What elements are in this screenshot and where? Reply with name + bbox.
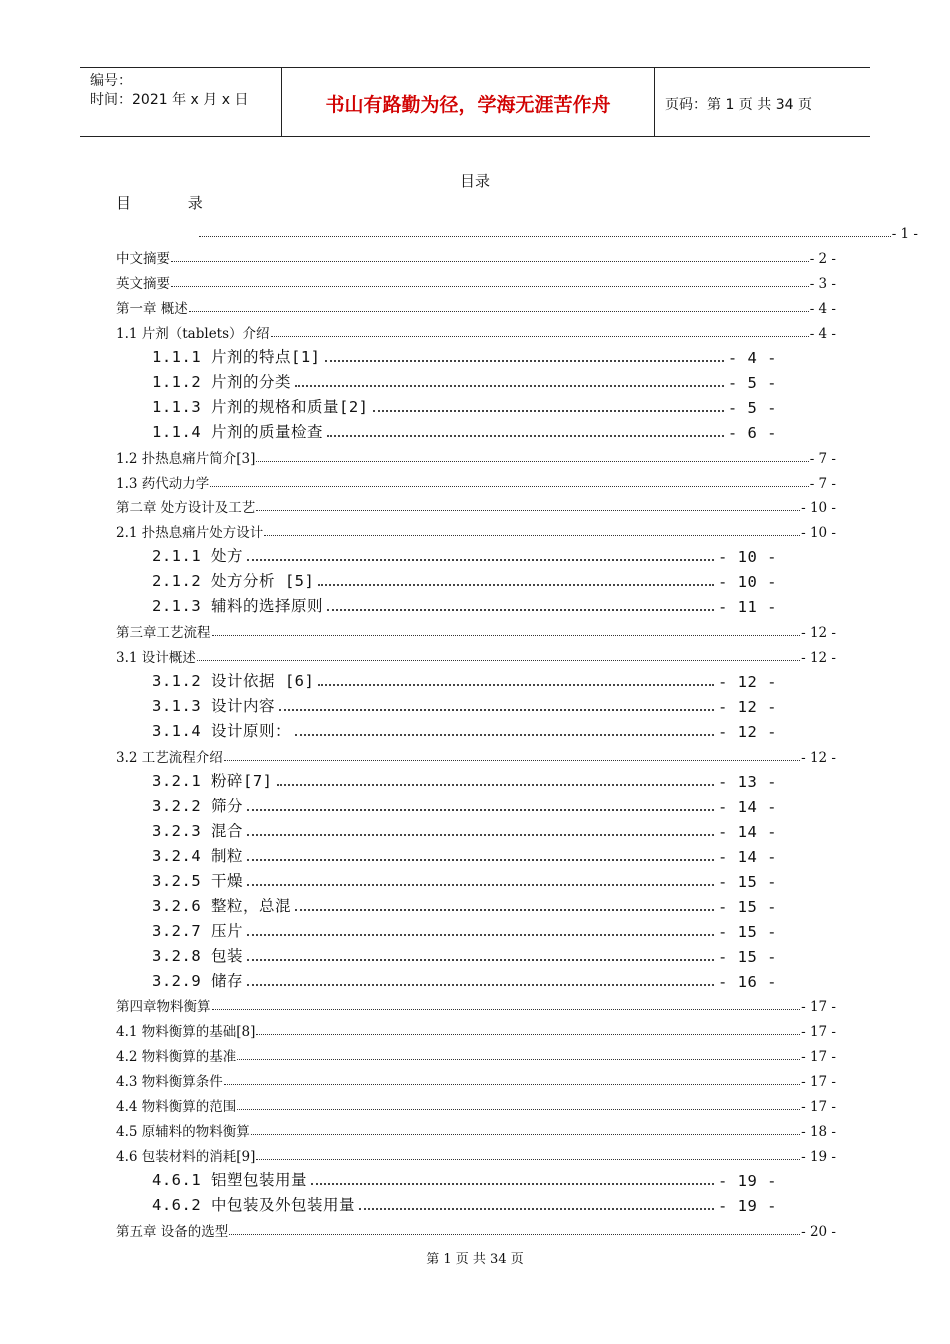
toc-entry-label: 1.1.2 片剂的分类 xyxy=(152,372,291,391)
toc-entry[interactable] xyxy=(152,817,777,841)
toc-entry-label: 4.6.2 中包装及外包装用量 xyxy=(152,1196,355,1215)
toc-entry-page: - 15 - xyxy=(718,872,777,891)
toc-leader-dots xyxy=(311,1183,714,1185)
toc-entry[interactable] xyxy=(116,1116,836,1140)
document-title: 目录 xyxy=(459,172,490,190)
toc-entry-page: - 3 - xyxy=(809,275,836,292)
toc-entry-label: 第五章 设备的选型 xyxy=(116,1224,229,1240)
toc-entry-page: - 2 - xyxy=(809,250,836,267)
toc-entry[interactable] xyxy=(152,917,777,941)
toc-leader-dots xyxy=(224,1084,800,1085)
toc-entry-label: 2.1 扑热息痛片处方设计 xyxy=(116,525,264,542)
toc-leader-dots xyxy=(210,486,808,487)
toc-leader-dots xyxy=(295,909,714,911)
toc-entry-label: 3.1 设计概述 xyxy=(116,650,196,667)
toc-entry[interactable] xyxy=(116,243,836,267)
toc-entry-label: 第三章工艺流程 xyxy=(116,625,211,642)
toc-entry[interactable] xyxy=(116,218,918,242)
toc-leader-dots xyxy=(327,435,724,437)
toc-leader-dots xyxy=(199,236,891,237)
toc-entry-label: 4.4 物料衡算的范围 xyxy=(116,1099,237,1116)
toc-entry-label: 4.3 物料衡算条件 xyxy=(116,1074,223,1091)
toc-entry-page: - 15 - xyxy=(718,897,777,916)
toc-entry-page: - 17 - xyxy=(801,1024,836,1041)
toc-entry-label: 4.5 原辅料的物料衡算 xyxy=(116,1124,250,1141)
toc-entry-page: - 17 - xyxy=(801,999,836,1016)
toc-entry-page: - 10 - xyxy=(718,573,777,592)
toc-entry-page: - 4 - xyxy=(809,325,836,342)
toc-entry[interactable] xyxy=(116,517,836,541)
toc-entry-label: 3.2.7 压片 xyxy=(152,921,243,940)
toc-entry-label: 3.2.2 筛分 xyxy=(152,796,243,815)
toc-entry-label: 2.1.2 处方分析 [5] xyxy=(152,572,315,591)
toc-entry-page: - 19 - xyxy=(801,1149,836,1166)
toc-entry-label: 第四章物料衡算 xyxy=(116,999,211,1016)
toc-entry-label: 3.2.3 混合 xyxy=(152,821,243,840)
toc-entry[interactable] xyxy=(116,642,836,666)
toc-leader-dots xyxy=(189,311,809,312)
toc-entry-label: 3.2.4 制粒 xyxy=(152,846,243,865)
toc-entry-label: 4.2 物料衡算的基准 xyxy=(116,1049,237,1066)
toc-entry-page: - 12 - xyxy=(718,723,777,741)
toc-entry-page: - 11 - xyxy=(718,598,777,617)
toc-leader-dots xyxy=(264,535,800,536)
time-label: 时间：2021 年 x 月 x 日 xyxy=(90,92,249,108)
toc-leader-dots xyxy=(318,684,714,686)
toc-entry[interactable] xyxy=(116,1141,836,1165)
toc-entry-page: - 15 - xyxy=(718,947,777,966)
toc-entry[interactable] xyxy=(116,742,836,766)
toc-entry-label: 3.1.3 设计内容 xyxy=(152,697,275,716)
toc-leader-dots xyxy=(212,635,801,636)
toc-entry-label: 第二章 处方设计及工艺 xyxy=(116,500,256,517)
toc-entry-label: 1.1.1 片剂的特点[1] xyxy=(152,347,321,366)
toc-entry-label: 1.2 扑热息痛片简介[3] xyxy=(116,450,256,467)
toc-entry-page: - 12 - xyxy=(801,625,836,642)
toc-entry-page: - 14 - xyxy=(718,847,777,866)
toc-leader-dots xyxy=(247,834,714,836)
toc-entry[interactable] xyxy=(116,293,836,317)
toc-leader-dots xyxy=(247,984,714,986)
toc-entry-page: - 7 - xyxy=(809,475,836,492)
toc-entry[interactable] xyxy=(116,268,836,292)
header-motto: 书山有路勤为径，学海无涯苦作舟 xyxy=(325,94,611,116)
toc-entry-page: - 12 - xyxy=(801,650,836,667)
toc-leader-dots xyxy=(212,1009,801,1010)
toc-entry-page: - 12 - xyxy=(718,698,777,717)
toc-entry-page: - 15 - xyxy=(718,922,777,941)
toc-entry[interactable] xyxy=(152,667,777,691)
toc-entry-label: 1.3 药代动力学 xyxy=(116,475,210,492)
toc-leader-dots xyxy=(237,1109,800,1110)
toc-leader-dots xyxy=(247,884,714,886)
toc-entry-label: 3.2.6 整粒，总混 xyxy=(152,896,291,915)
toc-entry-page: - 16 - xyxy=(718,972,777,991)
toc-leader-dots xyxy=(256,1034,800,1035)
toc-entry-page: - 7 - xyxy=(809,450,836,467)
toc-entry-label: 3.1.2 设计依据 [6] xyxy=(152,672,315,691)
toc-entry-page: - 4 - xyxy=(809,300,836,317)
toc-entry-label: 英文摘要 xyxy=(116,275,170,292)
toc-entry-page: - 10 - xyxy=(718,548,777,567)
toc-entry-label: 1.1 片剂（tablets）介绍 xyxy=(116,325,270,342)
toc-entry[interactable] xyxy=(116,468,836,492)
page-header xyxy=(80,67,870,137)
toc-entry-page: - 12 - xyxy=(718,673,777,692)
toc-entry-page: - 1 - xyxy=(891,226,918,242)
toc-entry-page: - 14 - xyxy=(718,797,777,816)
toc-entry[interactable] xyxy=(116,1041,836,1065)
toc-leader-dots xyxy=(171,286,809,287)
toc-leader-dots xyxy=(325,360,724,362)
toc-leader-dots xyxy=(247,934,714,936)
toc-entry-label: 4.6 包装材料的消耗[9] xyxy=(116,1149,256,1166)
toc-entry[interactable] xyxy=(152,418,777,442)
toc-entry-page: - 19 - xyxy=(718,1197,777,1216)
toc-leader-dots xyxy=(327,609,714,611)
toc-entry[interactable] xyxy=(152,792,777,816)
toc-entry[interactable] xyxy=(152,368,777,392)
toc-entry-page: - 14 - xyxy=(718,822,777,841)
toc-leader-dots xyxy=(295,734,714,736)
toc-entry[interactable] xyxy=(116,617,836,641)
toc-entry[interactable] xyxy=(152,942,777,966)
toc-entry-page: - 10 - xyxy=(801,525,836,542)
header-left-cell xyxy=(90,72,248,110)
toc-leader-dots xyxy=(229,1234,800,1235)
toc-leader-dots xyxy=(224,760,800,761)
toc-entry-page: - 17 - xyxy=(801,1074,836,1091)
toc-entry-label: 2.1.1 处方 xyxy=(152,547,243,566)
toc-entry-label: 4.1 物料衡算的基础[8] xyxy=(116,1024,256,1041)
toc-entry[interactable] xyxy=(152,692,777,716)
toc-leader-dots xyxy=(318,584,714,586)
toc-entry[interactable] xyxy=(116,1216,836,1240)
toc-entry[interactable] xyxy=(152,542,777,566)
toc-entry-page: - 5 - xyxy=(727,398,777,417)
toc-entry[interactable] xyxy=(116,443,836,467)
header-divider xyxy=(654,68,655,136)
toc-entry[interactable] xyxy=(152,592,777,616)
toc-entry[interactable] xyxy=(116,492,836,516)
toc-entry[interactable] xyxy=(152,767,777,791)
toc-leader-dots xyxy=(256,461,808,462)
toc-entry-label: 3.2.9 储存 xyxy=(152,971,243,990)
toc-entry[interactable] xyxy=(152,1166,777,1190)
toc-leader-dots xyxy=(256,1159,800,1160)
toc-leader-dots xyxy=(247,859,714,861)
toc-entry[interactable] xyxy=(152,567,777,591)
toc-leader-dots xyxy=(277,784,715,786)
toc-leader-dots xyxy=(279,709,714,711)
toc-leader-dots xyxy=(171,261,809,262)
toc-entry-page: - 18 - xyxy=(801,1124,836,1141)
toc-leader-dots xyxy=(256,510,800,511)
header-page-info: 页码：第 1 页 共 34 页 xyxy=(665,97,812,113)
toc-heading: 目 录 xyxy=(116,194,229,212)
toc-entry-label: 1.1.3 片剂的规格和质量[2] xyxy=(152,397,369,416)
number-label: 编号： xyxy=(90,73,132,89)
toc-leader-dots xyxy=(359,1208,714,1210)
toc-entry-page: - 12 - xyxy=(801,749,836,766)
toc-entry[interactable] xyxy=(152,393,777,417)
toc-entry-page: - 5 - xyxy=(727,373,777,392)
toc-entry-label: 2.1.3 辅料的选择原则 xyxy=(152,597,323,616)
toc-leader-dots xyxy=(247,559,714,561)
toc-entry[interactable] xyxy=(116,1091,836,1115)
toc-leader-dots xyxy=(373,410,724,412)
toc-entry-label: 3.1.4 设计原则： xyxy=(152,722,291,740)
toc-entry[interactable] xyxy=(152,1191,777,1215)
toc-entry[interactable] xyxy=(152,343,777,367)
toc-entry-page: - 19 - xyxy=(718,1172,777,1191)
toc-leader-dots xyxy=(237,1059,800,1060)
toc-entry-label: 第一章 概述 xyxy=(116,300,188,317)
toc-entry-label: 3.2.5 干燥 xyxy=(152,871,243,890)
toc-entry-label: 3.2.1 粉碎[7] xyxy=(152,771,273,790)
toc-entry[interactable] xyxy=(152,842,777,866)
toc-leader-dots xyxy=(295,385,724,387)
page-footer: 第 1 页 共 34 页 xyxy=(426,1252,524,1267)
toc-entry-page: - 10 - xyxy=(801,500,836,517)
toc-entry-label: 1.1.4 片剂的质量检查 xyxy=(152,422,323,441)
toc-entry-page: - 20 - xyxy=(801,1224,836,1240)
toc-entry[interactable] xyxy=(116,1016,836,1040)
toc-entry-page: - 17 - xyxy=(801,1049,836,1066)
toc-entry-page: - 4 - xyxy=(727,348,777,367)
toc-entry-label: 4.6.1 铝塑包装用量 xyxy=(152,1171,307,1190)
toc-entry-label: 3.2.8 包装 xyxy=(152,946,243,965)
toc-leader-dots xyxy=(251,1134,800,1135)
toc-leader-dots xyxy=(247,959,714,961)
toc-entry-page: - 13 - xyxy=(718,772,777,791)
toc-leader-dots xyxy=(197,660,800,661)
toc-entry[interactable] xyxy=(152,717,777,741)
toc-leader-dots xyxy=(271,336,809,337)
toc-entry-label: 中文摘要 xyxy=(116,250,170,267)
toc-entry-page: - 17 - xyxy=(801,1099,836,1116)
toc-entry[interactable] xyxy=(116,1066,836,1090)
toc-leader-dots xyxy=(247,809,714,811)
toc-entry[interactable] xyxy=(152,892,777,916)
toc-entry-label: 3.2 工艺流程介绍 xyxy=(116,749,223,766)
toc-entry[interactable] xyxy=(152,967,777,991)
toc-entry[interactable] xyxy=(116,318,836,342)
toc-entry[interactable] xyxy=(152,867,777,891)
toc-entry[interactable] xyxy=(116,991,836,1015)
toc-entry-page: - 6 - xyxy=(727,423,777,442)
